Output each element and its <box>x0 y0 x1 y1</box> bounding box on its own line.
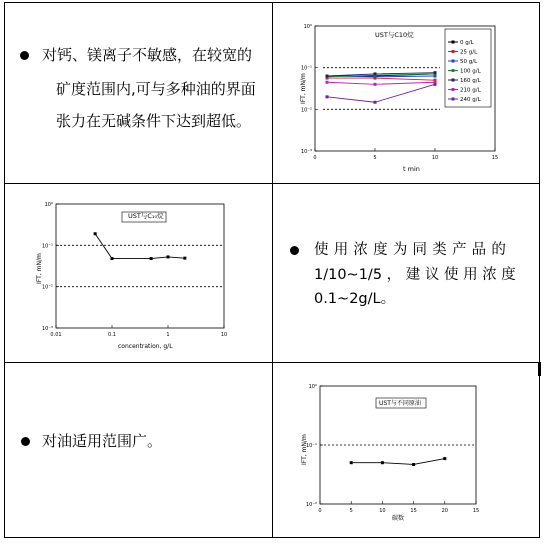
row2-line-2: 1/10~1/5 ， 建 议 使 用 浓 度 <box>314 267 516 283</box>
x-tick-label: 10 <box>220 332 228 338</box>
data-point <box>381 461 384 464</box>
chart-title: UST与C10烷 <box>375 31 414 39</box>
legend-label: 25 g/L <box>460 49 478 56</box>
x-axis-label: 碳数 <box>392 515 405 522</box>
row1-text-cell <box>4 2 272 183</box>
bullet-icon <box>21 437 30 446</box>
y-axis-label: IFT, mN/m <box>301 434 308 465</box>
series-line <box>327 84 435 102</box>
ift-vs-time-chart <box>290 14 530 179</box>
data-point <box>434 83 437 86</box>
x-tick-label: 5 <box>373 155 377 161</box>
data-point <box>326 81 329 84</box>
x-tick-label: 10 <box>431 155 439 161</box>
row2-text-cell <box>273 184 540 362</box>
row1-line-3: 张力在无碱条件下达到超低。 <box>56 112 252 130</box>
series-line <box>351 459 445 465</box>
legend-marker <box>452 60 455 63</box>
legend-label: 100 g/L <box>460 68 481 75</box>
row1-line-1: 对钙、镁离子不敏感，在较宽的 <box>42 46 253 64</box>
data-point <box>111 257 114 260</box>
data-point <box>183 257 186 260</box>
plot-frame <box>56 204 224 328</box>
legend-marker <box>452 88 455 91</box>
data-point <box>150 257 153 260</box>
bullet-icon <box>290 246 299 255</box>
legend-label: 50 g/L <box>460 59 478 65</box>
x-tick-label: 15 <box>491 155 499 161</box>
x-tick-label: 15 <box>410 508 417 514</box>
y-tick-label: 10⁻³ <box>300 149 312 155</box>
data-point <box>434 71 437 74</box>
y-tick-label: 10⁰ <box>303 24 312 30</box>
x-tick-label: 0 <box>318 508 322 514</box>
row3-line-1: 对油适用范围广。 <box>42 432 163 450</box>
y-tick-label: 10⁻¹ <box>305 443 317 449</box>
data-point <box>374 72 377 75</box>
y-tick-label: 10⁻² <box>41 284 53 291</box>
row3-text-cell <box>4 363 272 538</box>
legend-label: 0 g/L <box>460 40 474 46</box>
legend-marker <box>452 50 455 53</box>
y-tick-label: 10⁻¹ <box>41 243 53 250</box>
legend-label: 210 g/L <box>460 87 481 94</box>
data-point <box>412 463 415 466</box>
y-tick-label: 10⁻² <box>300 107 312 114</box>
row2-line-1: 使 用 浓 度 为 同 类 产 品 的 <box>314 242 507 258</box>
data-point <box>350 461 353 464</box>
y-axis-label: IFT, mN/m <box>36 253 43 284</box>
data-point <box>374 101 377 104</box>
x-tick-label: 0.1 <box>108 332 116 338</box>
series-line <box>327 78 435 80</box>
chart-title: UST与C₁₀烷 <box>128 212 164 220</box>
data-point <box>443 457 446 460</box>
y-tick-label: 10⁻² <box>305 502 317 508</box>
y-tick-label: 10⁻³ <box>41 326 53 332</box>
bullet-icon <box>20 51 29 60</box>
row2-line-3: 0.1~2g/L。 <box>314 291 396 307</box>
ift-vs-oil-chart <box>294 380 494 525</box>
row1-line-2: 矿度范围内,可与多种油的界面 <box>56 80 256 98</box>
y-tick-label: 10⁰ <box>308 384 317 390</box>
legend-marker <box>452 98 455 101</box>
chart-title: UST与不同原油 <box>379 400 421 407</box>
ift-vs-concentration-chart <box>28 196 238 351</box>
x-tick-label: 5 <box>349 508 353 514</box>
x-tick-label: 0 <box>313 155 317 161</box>
data-point <box>374 83 377 86</box>
legend-label: 240 g/L <box>460 97 481 103</box>
data-point <box>326 95 329 98</box>
legend-marker <box>452 79 455 82</box>
data-point <box>167 255 170 258</box>
data-point <box>94 232 97 235</box>
y-tick-label: 10⁻¹ <box>300 65 312 72</box>
x-axis-label: concentration, g/L <box>118 343 173 350</box>
data-point <box>326 75 329 78</box>
series-line <box>327 82 435 84</box>
series-line <box>95 234 185 259</box>
y-tick-label: 10⁰ <box>44 202 53 208</box>
legend-marker <box>452 69 455 72</box>
x-tick-label: 0.01 <box>50 332 62 338</box>
x-axis-label: t min <box>403 165 420 173</box>
x-tick-label: 10 <box>379 508 386 514</box>
x-tick-label: 15 <box>472 508 480 514</box>
y-axis-label: IFT, mN/m <box>300 73 307 104</box>
x-tick-label: 20 <box>441 508 448 514</box>
legend-label: 160 g/L <box>460 78 481 84</box>
x-tick-label: 1 <box>166 332 170 338</box>
edge-marker <box>538 362 541 376</box>
legend-marker <box>452 41 455 44</box>
